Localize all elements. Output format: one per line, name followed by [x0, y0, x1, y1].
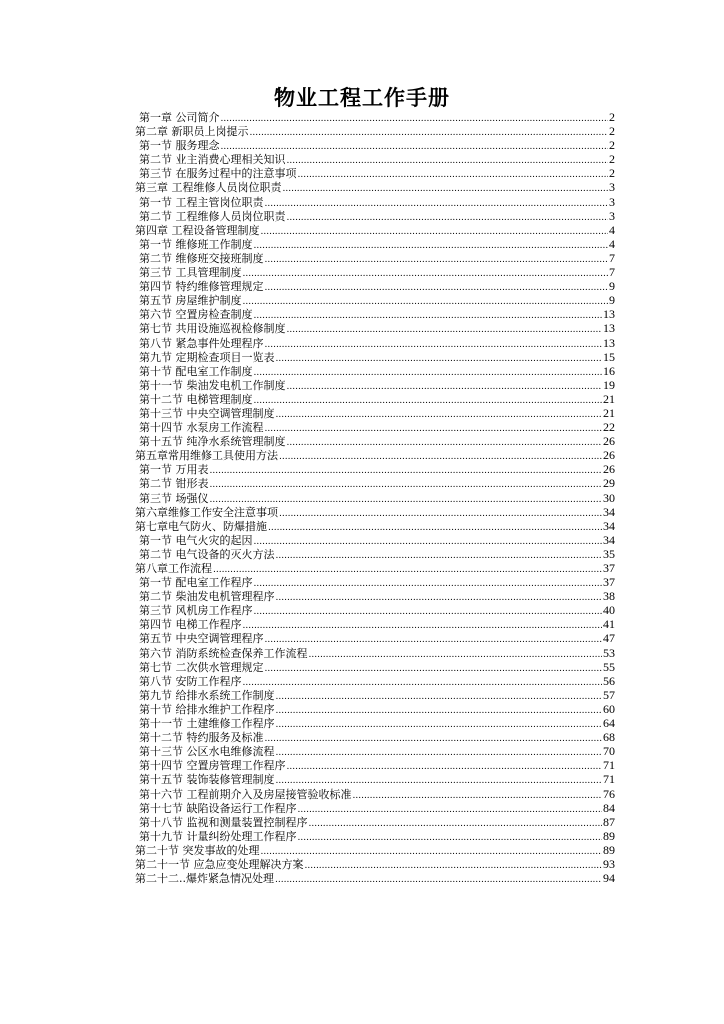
dot-leader: [287, 759, 603, 774]
toc-entry[interactable]: [135, 307, 615, 321]
toc-entry-page: 40: [603, 603, 615, 618]
toc-entry-label: 第一节 服务理念: [139, 139, 220, 153]
toc-entry-page: 57: [603, 687, 615, 702]
dot-leader: [287, 435, 603, 450]
toc-entry[interactable]: [135, 519, 615, 533]
toc-entry[interactable]: [135, 505, 615, 519]
dot-leader: [279, 506, 602, 521]
toc-entry-label: 第五节 房屋维护制度: [139, 294, 242, 308]
toc-entry-label: 第三章 工程维修人员岗位职责: [135, 181, 282, 195]
toc-entry-label: 第四节 特约维修管理规定: [139, 280, 264, 294]
toc-entry[interactable]: [135, 547, 615, 561]
dot-leader: [265, 661, 603, 676]
dot-leader: [283, 181, 609, 196]
toc-entry[interactable]: [135, 716, 615, 730]
toc-entry[interactable]: [135, 209, 615, 223]
dot-leader: [265, 280, 609, 295]
toc-entry-label: 第四章 工程设备管理制度: [135, 223, 260, 237]
toc-entry-label: 第十六节 工程前期介入及房屋接管验收标准: [139, 787, 352, 801]
toc-entry-label: 第二十二..爆炸紧急情况处理: [135, 872, 274, 886]
toc-entry-label: 第十二节 电梯管理制度: [139, 392, 253, 406]
toc-entry-label: 第十五节 装饰装修管理制度: [139, 773, 275, 787]
toc-entry-label: 第十一节 柴油发电机工作制度: [139, 378, 286, 392]
toc-entry[interactable]: [135, 138, 615, 152]
dot-leader: [243, 618, 603, 633]
toc-entry-page: 37: [603, 575, 615, 590]
dot-leader: [276, 773, 603, 788]
dot-leader: [298, 830, 603, 845]
dot-leader: [265, 252, 609, 267]
toc-entry-label: 第七节 共用设施巡视检修制度: [139, 322, 286, 336]
toc-entry-page: 87: [603, 814, 615, 829]
toc-entry-page: 41: [603, 617, 615, 632]
toc-entry[interactable]: [135, 575, 615, 589]
toc-entry-page: 29: [603, 476, 615, 491]
toc-entry-page: 2: [609, 124, 615, 139]
dot-leader: [261, 844, 603, 859]
toc-entry[interactable]: [135, 603, 615, 617]
toc-entry-label: 第一节 电气火灾的起因: [139, 533, 253, 547]
dot-leader: [279, 449, 602, 464]
toc-entry-label: 第五节 中央空调管理程序: [139, 632, 264, 646]
dot-leader: [276, 407, 603, 422]
toc-entry-label: 第十四节 水泵房工作流程: [139, 421, 264, 435]
dot-leader: [287, 379, 603, 394]
dot-leader: [254, 365, 603, 380]
dot-leader: [276, 689, 603, 704]
toc-entry-label: 第二节 电气设备的灭火方法: [139, 547, 275, 561]
dot-leader: [276, 351, 603, 366]
dot-leader: [254, 604, 603, 619]
toc-entry-page: 13: [603, 321, 615, 336]
toc-entry-page: 21: [603, 405, 615, 420]
toc-entry[interactable]: [135, 801, 615, 815]
toc-entry-label: 第十二节 特约服务及标准: [139, 731, 264, 745]
toc-entry[interactable]: [135, 223, 615, 237]
dot-leader: [275, 872, 602, 887]
toc-entry[interactable]: [135, 772, 615, 786]
toc-entry[interactable]: [135, 730, 615, 744]
toc-entry-page: 89: [603, 828, 615, 843]
toc-entry-label: 第十三节 公区水电维修流程: [139, 745, 275, 759]
dot-leader: [305, 858, 603, 873]
toc-entry[interactable]: [135, 843, 615, 857]
toc-entry[interactable]: [135, 336, 615, 350]
toc-entry-label: 第二十一节 应急应变处理解决方案: [135, 857, 304, 871]
toc-entry[interactable]: [135, 815, 615, 829]
toc-entry-page: 22: [603, 420, 615, 435]
dot-leader: [276, 548, 603, 563]
toc-entry[interactable]: [135, 744, 615, 758]
toc-entry-label: 第一章 公司简介: [139, 111, 220, 124]
toc-entry-page: 34: [603, 504, 615, 519]
toc-entry-label: 第十节 给排水维护工作程序: [139, 702, 275, 716]
dot-leader: [265, 196, 609, 211]
toc-entry-page: 71: [603, 772, 615, 787]
toc-entry[interactable]: [135, 364, 615, 378]
toc-entry-label: 第二节 钳形表: [139, 477, 209, 491]
toc-entry-page: 16: [603, 363, 615, 378]
toc-entry-label: 第二节 柴油发电机管理程序: [139, 590, 275, 604]
toc-entry-page: 4: [609, 222, 615, 237]
toc-entry[interactable]: [135, 321, 615, 335]
toc-entry-page: 3: [609, 208, 615, 223]
toc-entry[interactable]: [135, 293, 615, 307]
toc-entry-page: 89: [603, 842, 615, 857]
toc-entry-page: 53: [603, 645, 615, 660]
toc-entry-label: 第三节 场强仪: [139, 491, 209, 505]
dot-leader: [265, 632, 603, 647]
toc-entry-page: 13: [603, 307, 615, 322]
toc-entry[interactable]: [135, 617, 615, 631]
toc-entry-page: 68: [603, 730, 615, 745]
dot-leader: [287, 153, 609, 168]
toc-entry[interactable]: [135, 857, 615, 871]
toc-entry-label: 第三节 工具管理制度: [139, 266, 242, 280]
toc-entry-label: 第二节 维修班交接班制度: [139, 251, 264, 265]
toc-entry[interactable]: [135, 251, 615, 265]
toc-entry[interactable]: [135, 660, 615, 674]
toc-entry-page: 26: [603, 462, 615, 477]
toc-entry-label: 第三节 在服务过程中的注意事项: [139, 167, 297, 181]
toc-entry-label: 第八章工作流程: [135, 562, 212, 575]
toc-entry-label: 第十一节 土建维修工作程序: [139, 717, 275, 731]
toc-entry[interactable]: [135, 533, 615, 547]
toc-entry-label: 第二十节 突发事故的处理: [135, 843, 260, 857]
dot-leader: [210, 463, 603, 478]
toc-entry-label: 第八节 安防工作程序: [139, 674, 242, 688]
toc-entry-label: 第二节 业主消费心理相关知识: [139, 153, 286, 167]
dot-leader: [298, 802, 603, 817]
toc-entry[interactable]: [135, 350, 615, 364]
toc-entry[interactable]: [135, 420, 615, 434]
toc-entry-page: 3: [609, 194, 615, 209]
toc-entry[interactable]: [135, 758, 615, 772]
dot-leader: [298, 167, 609, 182]
toc-entry-label: 第三节 风机房工作程序: [139, 604, 253, 618]
toc-entry-page: 21: [603, 391, 615, 406]
toc-entry-page: 55: [603, 659, 615, 674]
toc-entry-page: 7: [609, 265, 615, 280]
toc-entry-page: 56: [603, 673, 615, 688]
toc-entry-label: 第六章维修工作安全注意事项: [135, 505, 278, 519]
toc-entry-page: 19: [603, 377, 615, 392]
toc-entry-page: 3: [609, 180, 615, 195]
toc-entry[interactable]: [135, 152, 615, 166]
toc-entry-label: 第十节 配电室工作制度: [139, 364, 253, 378]
dot-leader: [254, 393, 603, 408]
toc-entry-page: 15: [603, 349, 615, 364]
toc-entry-label: 第九节 给排水系统工作制度: [139, 688, 275, 702]
toc-entry[interactable]: [135, 491, 615, 505]
dot-leader: [287, 210, 609, 225]
toc-entry[interactable]: [135, 462, 615, 476]
toc-entry-page: 4: [609, 236, 615, 251]
toc-entry-page: 30: [603, 490, 615, 505]
table-of-contents: [135, 110, 615, 885]
dot-leader: [265, 337, 603, 352]
toc-entry-label: 第六节 空置房检查制度: [139, 308, 253, 322]
toc-entry-page: 93: [603, 856, 615, 871]
dot-leader: [261, 224, 609, 239]
toc-entry[interactable]: [135, 871, 615, 885]
toc-entry-page: 60: [603, 701, 615, 716]
toc-entry[interactable]: [135, 110, 615, 124]
dot-leader: [265, 731, 603, 746]
dot-leader: [353, 788, 603, 803]
toc-entry[interactable]: [135, 166, 615, 180]
dot-leader: [254, 576, 603, 591]
dot-leader: [287, 322, 603, 337]
dot-leader: [276, 717, 603, 732]
dot-leader: [309, 647, 603, 662]
toc-entry-label: 第七章电气防火、防爆措施: [135, 519, 267, 533]
toc-entry-page: 2: [609, 166, 615, 181]
toc-entry[interactable]: [135, 476, 615, 490]
toc-entry-label: 第十三节 中央空调管理制度: [139, 406, 275, 420]
dot-leader: [265, 421, 603, 436]
dot-leader: [254, 308, 603, 323]
dot-leader: [276, 703, 603, 718]
toc-entry-page: 2: [609, 138, 615, 153]
toc-entry[interactable]: [135, 674, 615, 688]
toc-entry-label: 第八节 紧急事件处理程序: [139, 336, 264, 350]
toc-entry[interactable]: [135, 237, 615, 251]
dot-leader: [243, 266, 609, 281]
dot-leader: [309, 816, 603, 831]
toc-entry[interactable]: [135, 631, 615, 645]
toc-entry-page: 13: [603, 335, 615, 350]
dot-leader: [250, 125, 609, 140]
toc-entry-label: 第九节 定期检查项目一览表: [139, 350, 275, 364]
toc-entry-label: 第一节 万用表: [139, 463, 209, 477]
toc-entry-page: 34: [603, 532, 615, 547]
toc-entry-label: 第五章常用维修工具使用方法: [135, 449, 278, 463]
toc-entry[interactable]: [135, 702, 615, 716]
toc-entry[interactable]: [135, 195, 615, 209]
toc-entry[interactable]: [135, 406, 615, 420]
toc-entry-label: 第二节 工程维修人员岗位职责: [139, 209, 286, 223]
dot-leader: [254, 534, 603, 549]
toc-entry[interactable]: [135, 688, 615, 702]
dot-leader: [210, 477, 603, 492]
toc-entry-page: 35: [603, 546, 615, 561]
toc-entry-label: 第十四节 空置房管理工作程序: [139, 759, 286, 773]
dot-leader: [221, 111, 609, 126]
toc-entry[interactable]: [135, 561, 615, 575]
toc-entry-label: 第二章 新职员上岗提示: [135, 125, 249, 139]
toc-entry[interactable]: [135, 434, 615, 448]
toc-entry-page: 64: [603, 716, 615, 731]
toc-entry-label: 第六节 消防系统检查保养工作流程: [139, 646, 308, 660]
toc-entry-page: 71: [603, 758, 615, 773]
toc-entry-label: 第十九节 计量纠纷处理工作程序: [139, 829, 297, 843]
toc-entry-label: 第一节 工程主管岗位职责: [139, 195, 264, 209]
toc-entry-page: 26: [603, 434, 615, 449]
toc-entry-label: 第十五节 纯净水系统管理制度: [139, 435, 286, 449]
toc-entry[interactable]: [135, 279, 615, 293]
dot-leader: [276, 590, 603, 605]
toc-entry[interactable]: [135, 378, 615, 392]
toc-entry[interactable]: [135, 589, 615, 603]
toc-entry-label: 第十八节 监视和测量装置控制程序: [139, 815, 308, 829]
toc-entry-label: 第一节 配电室工作程序: [139, 576, 253, 590]
toc-entry-page: 7: [609, 250, 615, 265]
dot-leader: [213, 562, 602, 577]
toc-entry[interactable]: [135, 124, 615, 138]
toc-entry-page: 26: [603, 448, 615, 463]
toc-entry-label: 第七节 二次供水管理规定: [139, 660, 264, 674]
dot-leader: [243, 294, 609, 309]
toc-entry-label: 第四节 电梯工作程序: [139, 618, 242, 632]
document-title: 物业工程工作手册: [274, 86, 450, 110]
dot-leader: [243, 675, 603, 690]
toc-entry-page: 37: [603, 561, 615, 575]
dot-leader: [268, 520, 602, 535]
toc-entry-page: 47: [603, 631, 615, 646]
toc-entry[interactable]: [135, 646, 615, 660]
toc-entry-label: 第一节 维修班工作制度: [139, 237, 253, 251]
dot-leader: [254, 238, 609, 253]
dot-leader: [276, 745, 603, 760]
toc-entry-page: 2: [609, 110, 615, 124]
toc-entry-page: 9: [609, 293, 615, 308]
toc-entry[interactable]: [135, 392, 615, 406]
toc-entry[interactable]: [135, 787, 615, 801]
toc-entry-page: 84: [603, 800, 615, 815]
toc-entry-page: 70: [603, 744, 615, 759]
dot-leader: [210, 492, 603, 507]
toc-entry[interactable]: [135, 829, 615, 843]
toc-entry-page: 34: [603, 518, 615, 533]
toc-entry-page: 94: [603, 871, 615, 886]
toc-entry-page: 9: [609, 279, 615, 294]
toc-entry-page: 2: [609, 152, 615, 167]
toc-entry-label: 第十七节 缺陷设备运行工作程序: [139, 801, 297, 815]
toc-entry[interactable]: [135, 265, 615, 279]
toc-entry-page: 76: [603, 786, 615, 801]
toc-entry[interactable]: [135, 448, 615, 462]
toc-entry-page: 38: [603, 589, 615, 604]
toc-entry[interactable]: [135, 180, 615, 194]
